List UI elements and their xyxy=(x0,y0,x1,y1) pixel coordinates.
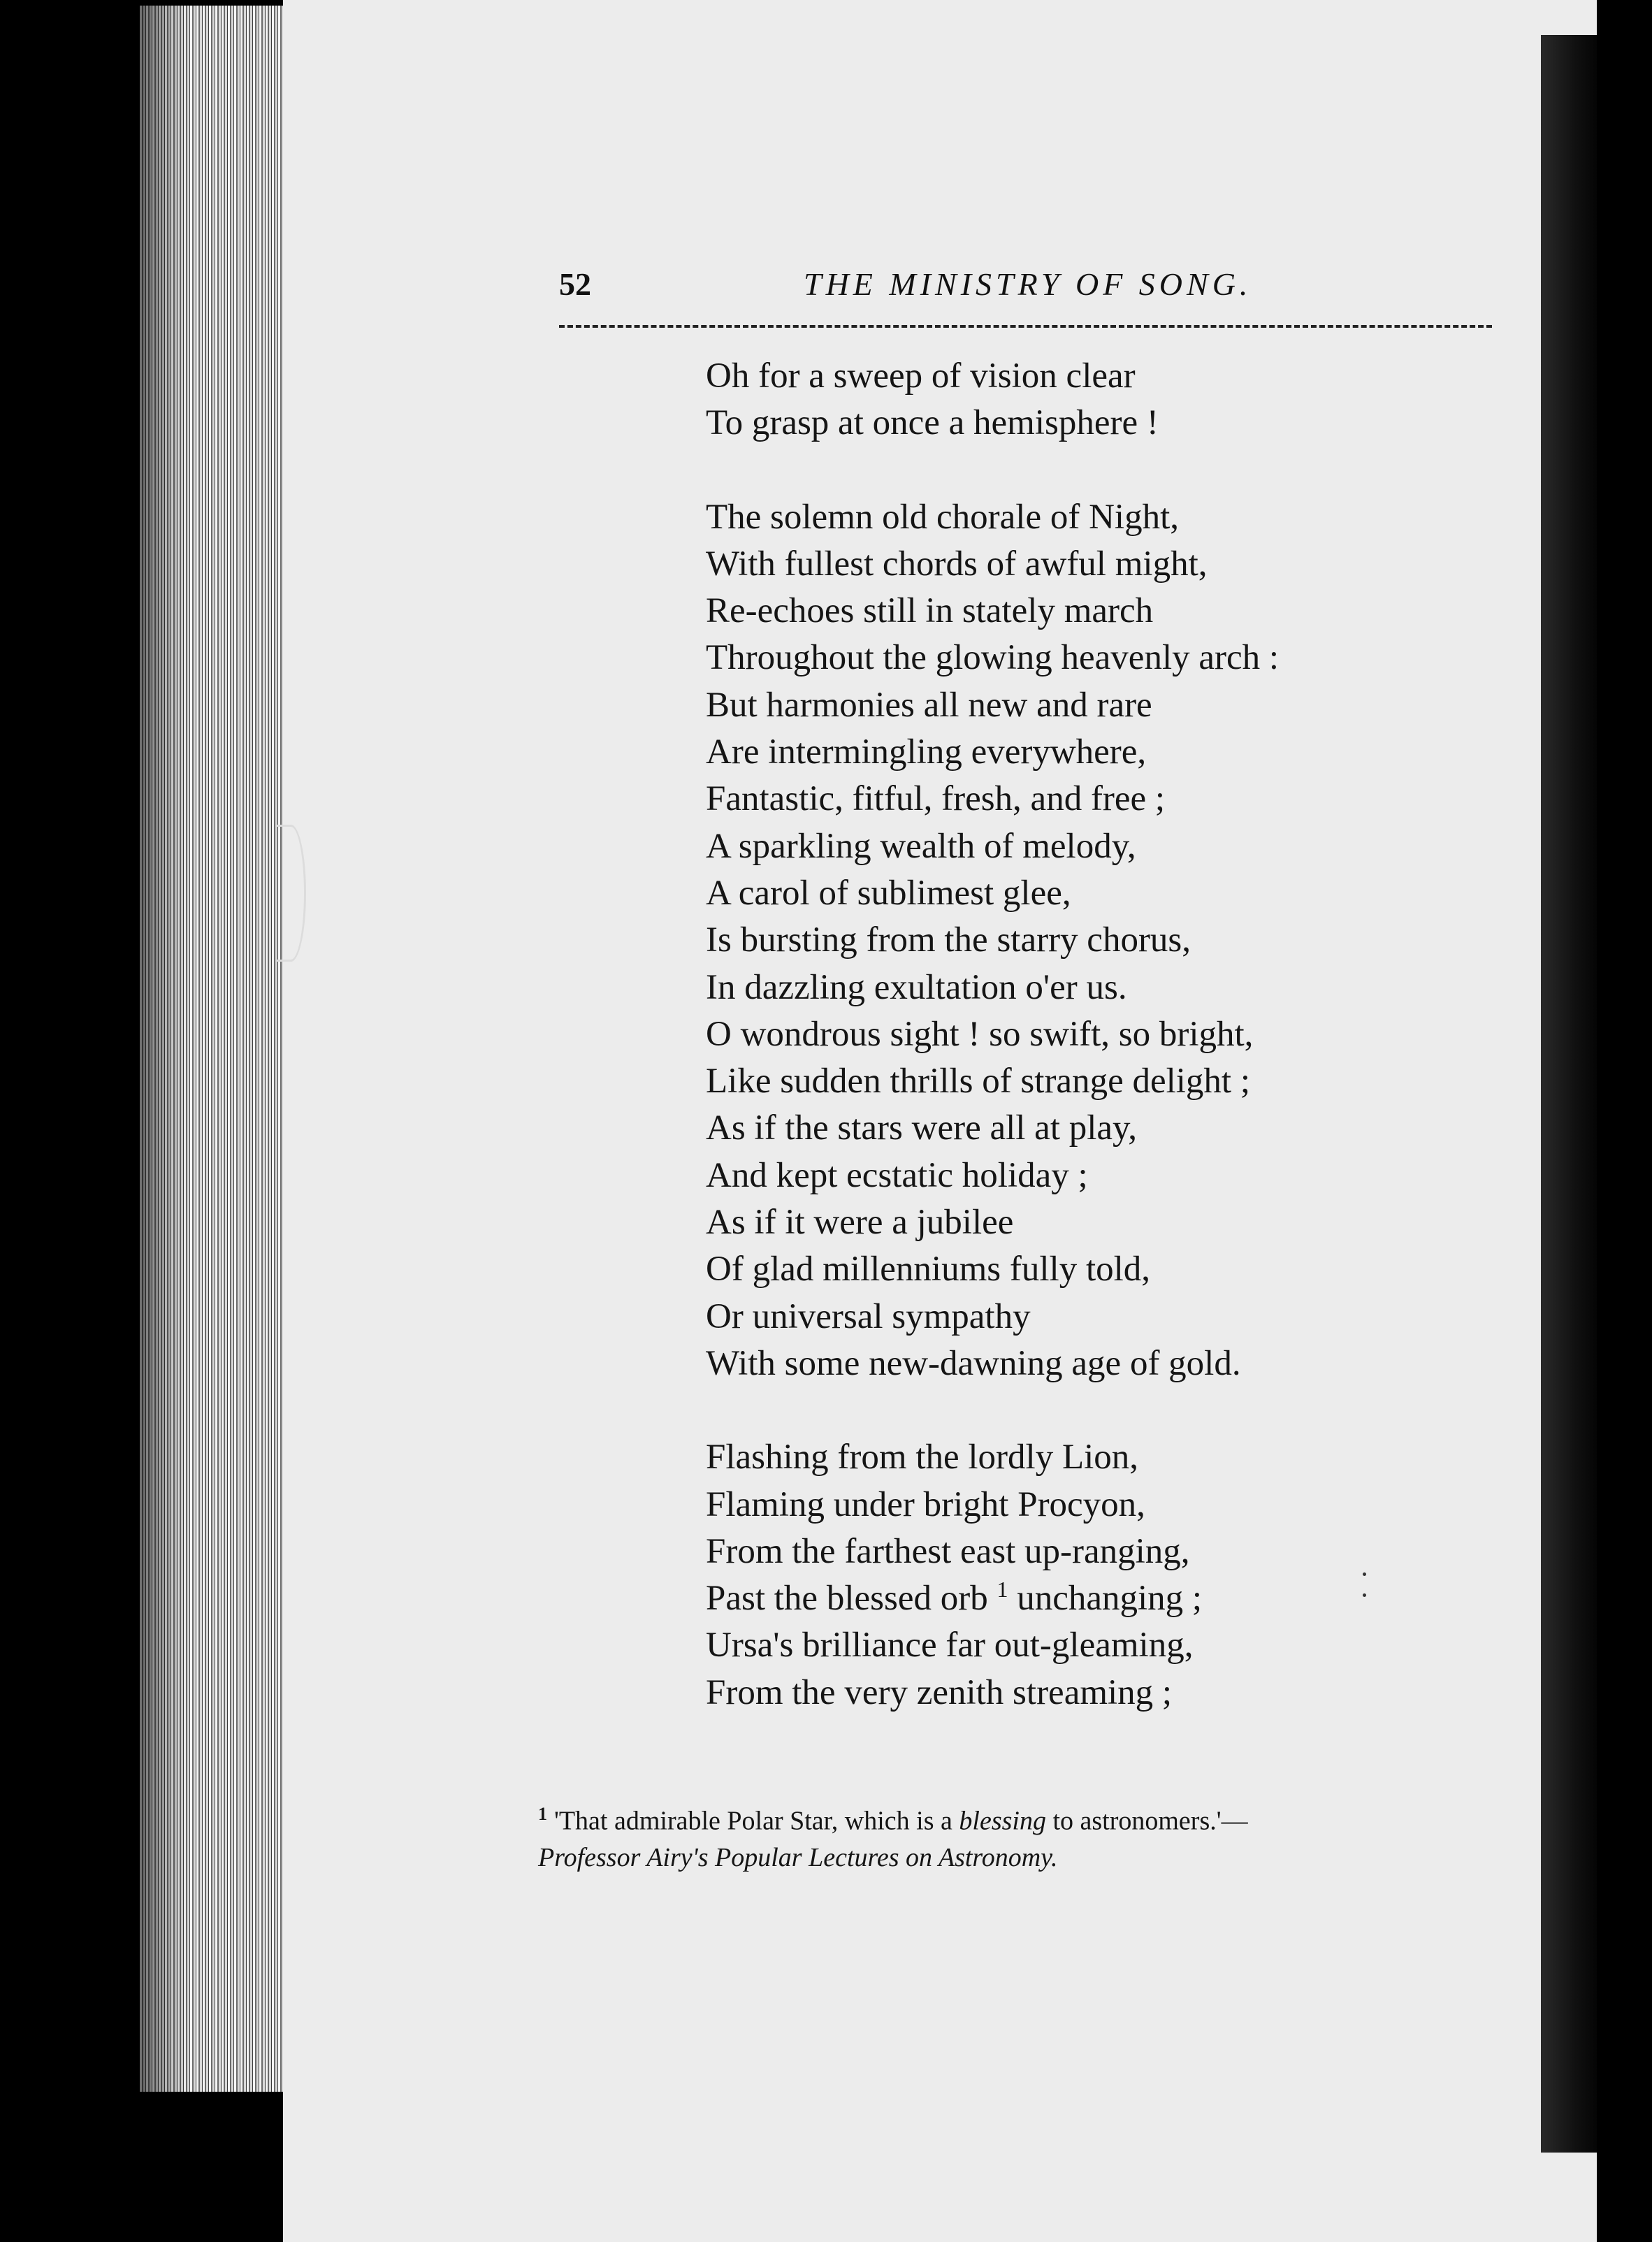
poem-line: To grasp at once a hemisphere ! xyxy=(706,403,1159,443)
scan-artifact xyxy=(276,825,306,962)
poem-line: Oh for a sweep of vision clear xyxy=(706,356,1136,396)
footnote xyxy=(538,1796,1488,1876)
poem-line: In dazzling exultation o'er us. xyxy=(706,967,1127,1007)
page-gutter xyxy=(1541,35,1597,2153)
poem-line: From the farthest east up-ranging, xyxy=(706,1531,1190,1571)
footnote-text-after: to astronomers.'— xyxy=(1045,1806,1248,1836)
poem-line: From the very zenith streaming ; xyxy=(706,1672,1173,1712)
footnote-text xyxy=(538,1796,1488,1839)
poem-line: A carol of sublimest glee, xyxy=(706,873,1071,913)
page-number: 52 xyxy=(559,266,591,302)
stanza xyxy=(706,353,1475,447)
poem-line-text-tail: unchanging ; xyxy=(1008,1579,1203,1619)
poem-line: As if it were a jubilee xyxy=(706,1203,1014,1243)
poem-line: With some new-dawning age of gold. xyxy=(706,1343,1241,1383)
poem-line: With fullest chords of awful might, xyxy=(706,544,1208,584)
footnote-citation: Professor Airy's Popular Lectures on Astronomy. xyxy=(538,1842,1058,1872)
poem-line: Is bursting from the starry chorus, xyxy=(706,920,1191,960)
poem-line: And kept ecstatic holiday ; xyxy=(706,1155,1088,1195)
poem-line: The solemn old chorale of Night, xyxy=(706,497,1179,537)
stanza xyxy=(706,1434,1475,1716)
header-rule xyxy=(559,325,1492,328)
page-edges-shadow xyxy=(140,6,189,2092)
poem-line: Re-echoes still in stately march xyxy=(706,591,1154,631)
poem-line: A sparkling wealth of melody, xyxy=(706,826,1136,866)
page-header xyxy=(559,266,1495,314)
poem-line: Flashing from the lordly Lion, xyxy=(706,1438,1139,1477)
poem-line: Like sudden thrills of strange delight ; xyxy=(706,1062,1251,1101)
poem-line: Are intermingling everywhere, xyxy=(706,732,1147,772)
poem-line: O wondrous sight ! so swift, so bright, xyxy=(706,1014,1254,1054)
footnote-marker: 1 xyxy=(538,1804,547,1824)
poem-line: Throughout the glowing heavenly arch : xyxy=(706,638,1280,678)
footnote-text-italic: blessing xyxy=(959,1806,1046,1836)
poem-line: But harmonies all new and rare xyxy=(706,685,1152,725)
poem-line: As if the stars were all at play, xyxy=(706,1108,1137,1148)
footnote-text-before: 'That admirable Polar Star, which is a xyxy=(554,1806,959,1836)
running-head: THE MINISTRY OF SONG. xyxy=(804,266,1252,302)
poem-line-text: Past the blessed orb xyxy=(706,1579,988,1619)
poem-line: Or universal sympathy xyxy=(706,1296,1031,1336)
poem-line: Fantastic, fitful, fresh, and free ; xyxy=(706,779,1166,819)
poem-body xyxy=(706,353,1475,1716)
poem-line: Ursa's brilliance far out-gleaming, xyxy=(706,1626,1194,1665)
poem-line: Of glad millenniums fully told, xyxy=(706,1250,1151,1289)
footnote-reference: 1 xyxy=(997,1577,1008,1603)
poem-line-with-footnote-ref xyxy=(706,1575,1475,1622)
stanza xyxy=(706,494,1475,1388)
poem-line: Flaming under bright Procyon, xyxy=(706,1484,1145,1524)
